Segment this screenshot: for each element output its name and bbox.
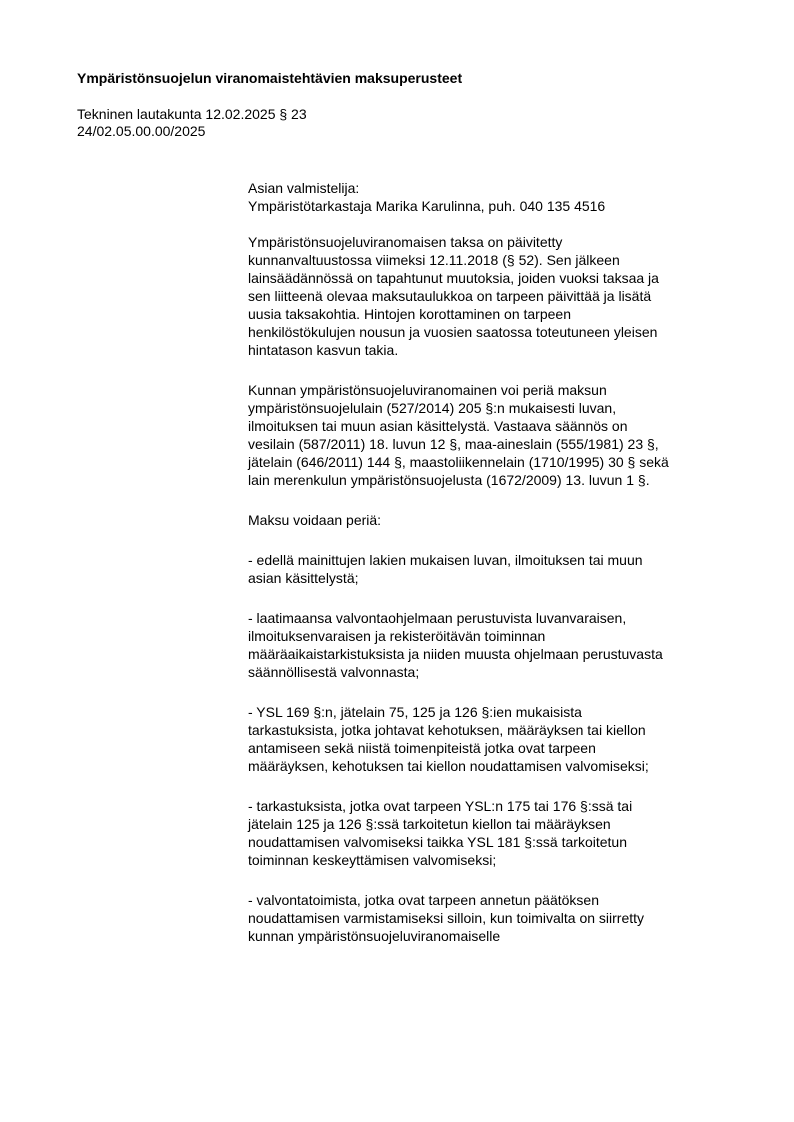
paragraph-line: Ympäristönsuojeluviranomaisen taksa on päivitetty bbox=[248, 234, 563, 250]
paragraphs bbox=[248, 215, 748, 945]
paragraph-line: Kunnan ympäristönsuojeluviranomainen voi periä maksun bbox=[248, 382, 607, 398]
paragraph-line: - valvontatoimista, jotka ovat tarpeen annetun päätöksen bbox=[248, 892, 599, 908]
paragraph-gap bbox=[248, 489, 748, 511]
paragraph-line: kunnanvaltuustossa viimeksi 12.11.2018 (§ 52). Sen jälkeen bbox=[248, 252, 620, 268]
paragraph-line: jätelain 125 ja 126 §:ssä tarkoitetun kiellon tai määräyksen bbox=[248, 816, 611, 832]
paragraph-line: hintatason kasvun takia. bbox=[248, 342, 399, 358]
paragraph-line: - tarkastuksista, jotka ovat tarpeen YSL:n 175 tai 176 §:ssä tai bbox=[248, 798, 633, 814]
paragraph bbox=[248, 233, 748, 359]
paragraph-line: asian käsittelystä; bbox=[248, 570, 359, 586]
paragraph bbox=[248, 609, 748, 681]
paragraph-line: vesilain (587/2011) 18. luvun 12 §, maa-aineslain (555/1981) 23 §, bbox=[248, 436, 659, 452]
paragraph-line: - edellä mainittujen lakien mukaisen luvan, ilmoituksen tai muun bbox=[248, 552, 643, 568]
paragraph-line: jätelain (646/2011) 144 §, maastoliikennelain (1710/1995) 30 § sekä bbox=[248, 454, 669, 470]
paragraph-line: toiminnan keskeyttämisen valvomiseksi; bbox=[248, 852, 497, 868]
paragraph-line: määräaikaistarkistuksista ja niiden muusta ohjelmaan perustuvasta bbox=[248, 646, 663, 662]
paragraph-line: Maksu voidaan periä: bbox=[248, 512, 382, 528]
paragraph-line: henkilöstökulujen nousun ja vuosien saatossa toteutuneen yleisen bbox=[248, 324, 658, 340]
document-body bbox=[248, 179, 748, 945]
paragraph-gap bbox=[248, 587, 748, 609]
paragraph-line: kunnan ympäristönsuojeluviranomaiselle bbox=[248, 928, 501, 944]
record-number: 24/02.05.00.00/2025 bbox=[77, 123, 206, 139]
paragraph-line: antamiseen sekä niistä toimenpiteistä jotka ovat tarpeen bbox=[248, 740, 596, 756]
paragraph-line: uusia taksakohtia. Hintojen korottaminen on tarpeen bbox=[248, 306, 571, 322]
preparer-name: Ympäristötarkastaja Marika Karulinna, puh. 040 135 4516 bbox=[248, 198, 606, 214]
paragraph bbox=[248, 381, 748, 489]
paragraph-gap bbox=[248, 359, 748, 381]
meeting-line: Tekninen lautakunta 12.02.2025 § 23 bbox=[77, 106, 307, 122]
paragraph-gap bbox=[248, 869, 748, 891]
paragraph-gap bbox=[248, 681, 748, 703]
paragraph bbox=[248, 891, 748, 945]
paragraph-line: - laatimaansa valvontaohjelmaan perustuvista luvanvaraisen, bbox=[248, 610, 627, 626]
paragraph-line: lainsäädännössä on tapahtunut muutoksia, joiden vuoksi taksaa ja bbox=[248, 270, 659, 286]
paragraph bbox=[248, 703, 748, 775]
paragraph-line: noudattamisen valvomiseksi taikka YSL 181 §:ssä tarkoitetun bbox=[248, 834, 627, 850]
paragraph-line: - YSL 169 §:n, jätelain 75, 125 ja 126 §:ien mukaisista bbox=[248, 704, 582, 720]
paragraph-line: sen liitteenä olevaa maksutaulukkoa on tarpeen päivittää ja lisätä bbox=[248, 288, 652, 304]
paragraph-line: lain merenkulun ympäristönsuojelusta (1672/2009) 13. luvun 1 §. bbox=[248, 472, 650, 488]
paragraph-line: ympäristönsuojelulain (527/2014) 205 §:n mukaisesti luvan, bbox=[248, 400, 617, 416]
document-title: Ympäristönsuojelun viranomaistehtävien maksuperusteet bbox=[77, 70, 463, 86]
paragraph-gap bbox=[248, 529, 748, 551]
paragraph-gap bbox=[248, 215, 748, 233]
paragraph-line: säännöllisestä valvonnasta; bbox=[248, 664, 420, 680]
paragraph-gap bbox=[248, 775, 748, 797]
preparer-label: Asian valmistelija: bbox=[248, 180, 360, 196]
paragraph-line: ilmoituksen tai muun asian käsittelystä. Vastaava säännös on bbox=[248, 418, 628, 434]
preparer-block bbox=[248, 179, 748, 215]
paragraph-line: määräyksen, kehotuksen tai kiellon noudattamisen valvomiseksi; bbox=[248, 758, 649, 774]
paragraph-line: noudattamisen varmistamiseksi silloin, kun toimivalta on siirretty bbox=[248, 910, 645, 926]
meeting-info bbox=[77, 106, 307, 140]
paragraph bbox=[248, 511, 748, 529]
paragraph bbox=[248, 797, 748, 869]
paragraph-line: tarkastuksista, jotka johtavat kehotuksen, määräyksen tai kiellon bbox=[248, 722, 646, 738]
paragraph bbox=[248, 551, 748, 587]
paragraph-line: ilmoituksenvaraisen ja rekisteröitävän toiminnan bbox=[248, 628, 546, 644]
